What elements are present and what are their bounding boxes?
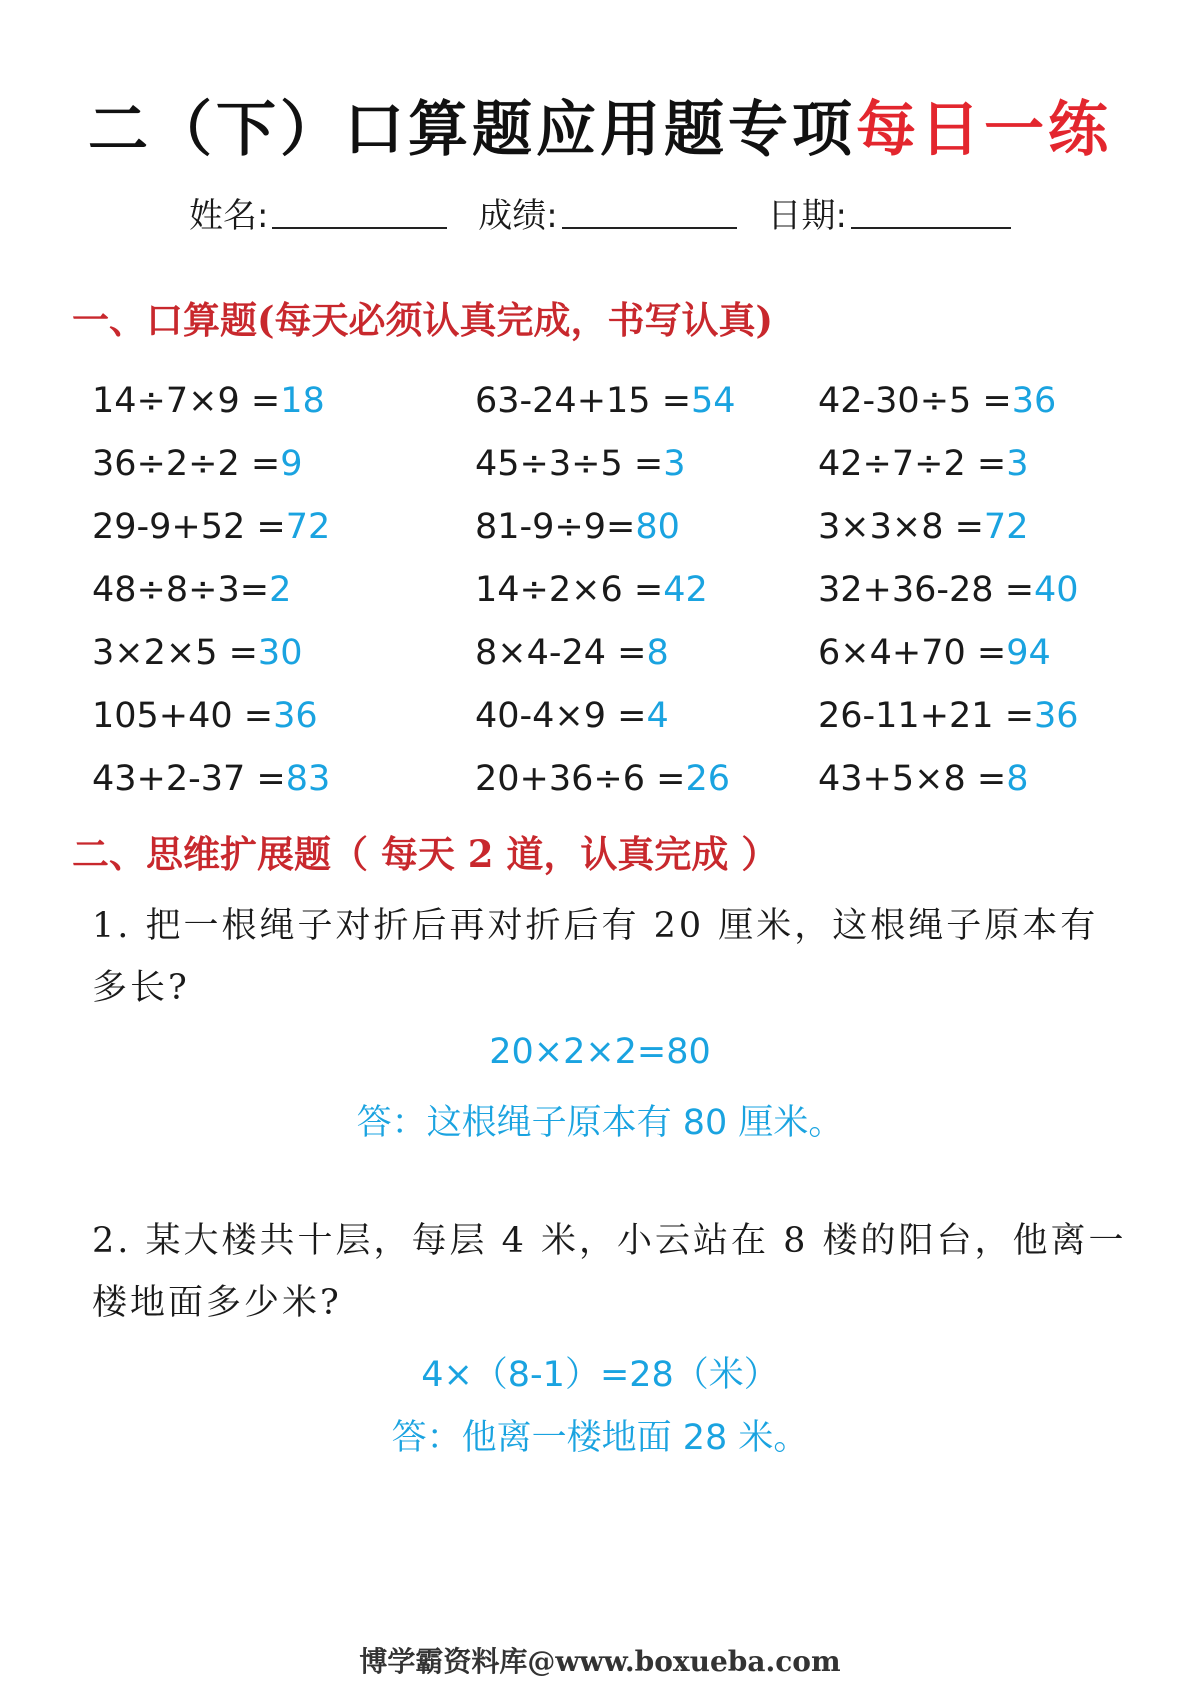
calc-question: 3×3×8 = — [818, 507, 984, 547]
calc-answer: 36 — [1011, 381, 1057, 421]
date-label: 日期: — [767, 196, 848, 236]
solution-2-answer: 答：他离一楼地面 28 米。 — [391, 1418, 809, 1458]
calc-answer: 94 — [1006, 633, 1051, 673]
footer-watermark: 博学霸资料库@www.boxueba.com — [359, 1645, 841, 1678]
calc-item — [475, 622, 818, 685]
calc-answer: 40 — [1034, 570, 1079, 610]
calc-item — [475, 370, 818, 433]
calc-item — [92, 559, 475, 622]
calc-item — [818, 559, 1102, 622]
calc-question: 20+36÷6 = — [475, 759, 686, 799]
calc-item — [92, 370, 475, 433]
calc-question: 81-9÷9= — [475, 507, 636, 547]
calc-answer: 8 — [646, 633, 669, 673]
calc-question: 32+36-28 = — [818, 570, 1035, 610]
calc-answer: 8 — [1006, 759, 1029, 799]
calc-question: 14÷7×9 = — [92, 381, 281, 421]
calc-question: 36÷2÷2 = — [92, 444, 281, 484]
name-label: 姓名: — [188, 196, 269, 236]
calc-item — [818, 748, 1102, 811]
calc-item — [818, 433, 1102, 496]
calc-question: 14÷2×6 = — [475, 570, 664, 610]
calc-item — [818, 370, 1102, 433]
calc-item — [475, 559, 818, 622]
calc-answer: 4 — [646, 696, 669, 736]
calc-question: 63-24+15 = — [475, 381, 692, 421]
date-blank[interactable] — [851, 197, 1011, 229]
calc-question: 45÷3÷5 = — [475, 444, 664, 484]
calc-answer: 3 — [1006, 444, 1029, 484]
calc-item — [92, 685, 475, 748]
calc-item — [818, 685, 1102, 748]
date-field[interactable] — [768, 188, 1011, 237]
calc-item — [92, 748, 475, 811]
calc-answer: 2 — [269, 570, 292, 610]
title-highlight: 每日一练 — [856, 95, 1112, 165]
calc-item — [475, 496, 818, 559]
name-blank[interactable] — [272, 197, 447, 229]
page-title — [0, 82, 1200, 168]
calc-answer: 36 — [273, 696, 318, 736]
calc-answer: 30 — [257, 633, 303, 673]
calc-item — [475, 433, 818, 496]
calc-answer: 72 — [983, 507, 1029, 547]
calc-question: 6×4+70 = — [818, 633, 1007, 673]
calc-question: 8×4-24 = — [475, 633, 647, 673]
score-field[interactable] — [478, 188, 736, 237]
calc-question: 29-9+52 = — [92, 507, 286, 547]
calc-question: 42-30÷5 = — [818, 381, 1012, 421]
solution-1-answer: 答：这根绳子原本有 80 厘米。 — [356, 1103, 844, 1143]
calc-question: 43+5×8 = — [818, 759, 1007, 799]
score-label: 成绩: — [478, 196, 558, 236]
calc-item — [818, 496, 1102, 559]
calc-item — [92, 496, 475, 559]
calc-answer: 3 — [663, 444, 686, 484]
word-problem-2: 2. 某大楼共十层，每层 4 米，小云站在 8 楼的阳台，他离一楼地面多少米? — [92, 1221, 1127, 1323]
mental-math-grid — [92, 370, 1102, 825]
solution-1-equation: 20×2×2=80 — [489, 1032, 711, 1072]
calc-question: 42÷7÷2 = — [818, 444, 1007, 484]
name-field[interactable] — [189, 188, 447, 237]
title-main: 二（下）口算题应用题专项 — [88, 95, 856, 165]
score-blank[interactable] — [562, 197, 737, 229]
calc-question: 26-11+21 = — [818, 696, 1035, 736]
calc-answer: 26 — [685, 759, 730, 799]
student-info-row — [0, 188, 1200, 237]
calc-answer: 72 — [285, 507, 331, 547]
calc-answer: 83 — [285, 759, 331, 799]
calc-item — [92, 622, 475, 685]
solution-2-equation: 4×（8-1）=28（米） — [421, 1355, 779, 1395]
calc-answer: 18 — [280, 381, 325, 421]
calc-answer: 80 — [635, 507, 680, 547]
calc-answer: 9 — [280, 444, 303, 484]
calc-item — [475, 748, 818, 811]
calc-question: 3×2×5 = — [92, 633, 258, 673]
calc-question: 40-4×9 = — [475, 696, 647, 736]
word-problem-1: 1. 把一根绳子对折后再对折后有 20 厘米，这根绳子原本有多长? — [92, 906, 1099, 1008]
calc-question: 48÷8÷3= — [92, 570, 270, 610]
calc-item — [92, 433, 475, 496]
section-heading-thinking: 二、思维扩展题（ 每天 2 道，认真完成 ） — [72, 832, 779, 876]
calc-answer: 36 — [1034, 696, 1079, 736]
calc-item — [818, 622, 1102, 685]
calc-question: 43+2-37 = — [92, 759, 286, 799]
calc-question: 105+40 = — [92, 696, 274, 736]
calc-answer: 42 — [663, 570, 708, 610]
calc-answer: 54 — [691, 381, 736, 421]
section-heading-mental-math: 一、口算题(每天必须认真完成，书写认真) — [72, 298, 774, 342]
calc-item — [475, 685, 818, 748]
